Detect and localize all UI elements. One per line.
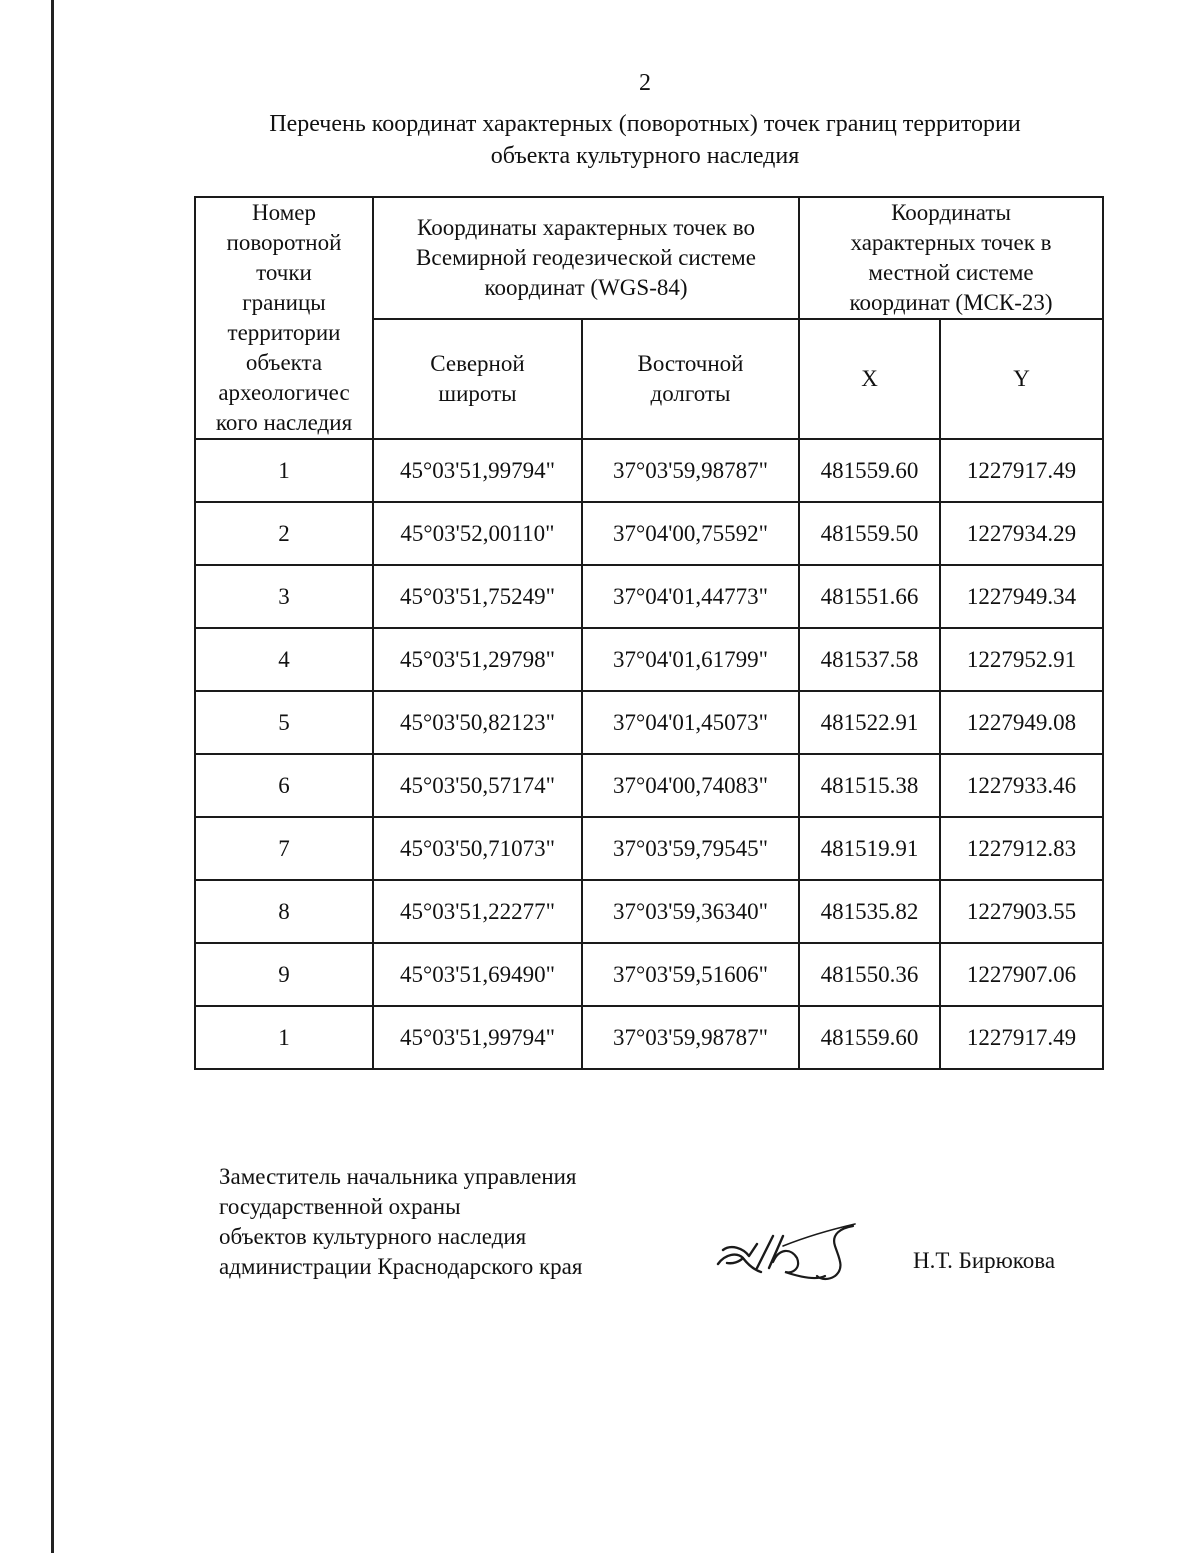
page-margin-line [51, 0, 54, 1553]
cell-latitude: 45°03'51,75249" [373, 565, 582, 628]
handwritten-signature [713, 1218, 863, 1288]
cell-point: 1 [195, 1006, 373, 1069]
cell-point: 6 [195, 754, 373, 817]
cell-x: 481551.66 [799, 565, 940, 628]
cell-point: 7 [195, 817, 373, 880]
cell-longitude: 37°03'59,79545" [582, 817, 799, 880]
cell-y: 1227934.29 [940, 502, 1103, 565]
header-y: Y [940, 319, 1103, 439]
cell-x: 481550.36 [799, 943, 940, 1006]
document-title [0, 108, 1200, 172]
cell-y: 1227903.55 [940, 880, 1103, 943]
cell-latitude: 45°03'51,99794" [373, 1006, 582, 1069]
position-line: государственной охраны [219, 1194, 461, 1219]
cell-latitude: 45°03'50,82123" [373, 691, 582, 754]
cell-longitude: 37°03'59,36340" [582, 880, 799, 943]
position-line: объектов культурного наследия [219, 1224, 527, 1249]
header-msk23: Координаты характерных точек в местной системе координат (МСК-23) [799, 197, 1103, 319]
table-row [195, 1006, 1103, 1069]
table-row [195, 943, 1103, 1006]
position-line: Заместитель начальника управления [219, 1164, 577, 1189]
cell-x: 481559.60 [799, 1006, 940, 1069]
cell-latitude: 45°03'51,22277" [373, 880, 582, 943]
cell-longitude: 37°04'01,45073" [582, 691, 799, 754]
cell-x: 481522.91 [799, 691, 940, 754]
cell-latitude: 45°03'52,00110" [373, 502, 582, 565]
header-north-latitude: Северной широты [373, 319, 582, 439]
cell-y: 1227917.49 [940, 1006, 1103, 1069]
cell-latitude: 45°03'50,71073" [373, 817, 582, 880]
cell-point: 8 [195, 880, 373, 943]
cell-point: 2 [195, 502, 373, 565]
header-x: X [799, 319, 940, 439]
header-east-longitude: Восточной долготы [582, 319, 799, 439]
cell-y: 1227907.06 [940, 943, 1103, 1006]
cell-latitude: 45°03'51,29798" [373, 628, 582, 691]
table-row [195, 754, 1103, 817]
table-row [195, 502, 1103, 565]
cell-longitude: 37°03'59,51606" [582, 943, 799, 1006]
cell-x: 481537.58 [799, 628, 940, 691]
table-row [195, 691, 1103, 754]
cell-y: 1227949.34 [940, 565, 1103, 628]
title-line-1: Перечень координат характерных (поворотных) точек границ территории [269, 111, 1021, 137]
cell-longitude: 37°03'59,98787" [582, 1006, 799, 1069]
header-wgs84: Координаты характерных точек во Всемирной геодезической системе координат (WGS-84) [373, 197, 799, 319]
position-line: администрации Краснодарского края [219, 1254, 583, 1279]
cell-x: 481559.60 [799, 439, 940, 502]
cell-latitude: 45°03'51,99794" [373, 439, 582, 502]
table-row [195, 439, 1103, 502]
cell-point: 3 [195, 565, 373, 628]
cell-x: 481519.91 [799, 817, 940, 880]
cell-longitude: 37°04'00,74083" [582, 754, 799, 817]
cell-y: 1227949.08 [940, 691, 1103, 754]
cell-y: 1227933.46 [940, 754, 1103, 817]
table-row [195, 880, 1103, 943]
cell-longitude: 37°04'00,75592" [582, 502, 799, 565]
cell-point: 5 [195, 691, 373, 754]
cell-point: 4 [195, 628, 373, 691]
table-row [195, 817, 1103, 880]
cell-longitude: 37°03'59,98787" [582, 439, 799, 502]
cell-x: 481559.50 [799, 502, 940, 565]
cell-longitude: 37°04'01,44773" [582, 565, 799, 628]
cell-latitude: 45°03'50,57174" [373, 754, 582, 817]
cell-longitude: 37°04'01,61799" [582, 628, 799, 691]
signer-position [219, 1162, 582, 1282]
cell-point: 1 [195, 439, 373, 502]
cell-y: 1227917.49 [940, 439, 1103, 502]
cell-x: 481515.38 [799, 754, 940, 817]
coordinates-table [194, 196, 1104, 1070]
cell-latitude: 45°03'51,69490" [373, 943, 582, 1006]
cell-x: 481535.82 [799, 880, 940, 943]
title-line-2: объекта культурного наследия [490, 143, 800, 169]
cell-point: 9 [195, 943, 373, 1006]
header-point-number: Номер поворотной точки границы территории объекта археологичес кого наследия [195, 197, 373, 439]
table-row [195, 565, 1103, 628]
cell-y: 1227912.83 [940, 817, 1103, 880]
cell-y: 1227952.91 [940, 628, 1103, 691]
page-number: 2 [639, 70, 651, 96]
signer-name: Н.Т. Бирюкова [913, 1248, 1056, 1273]
table-row [195, 628, 1103, 691]
